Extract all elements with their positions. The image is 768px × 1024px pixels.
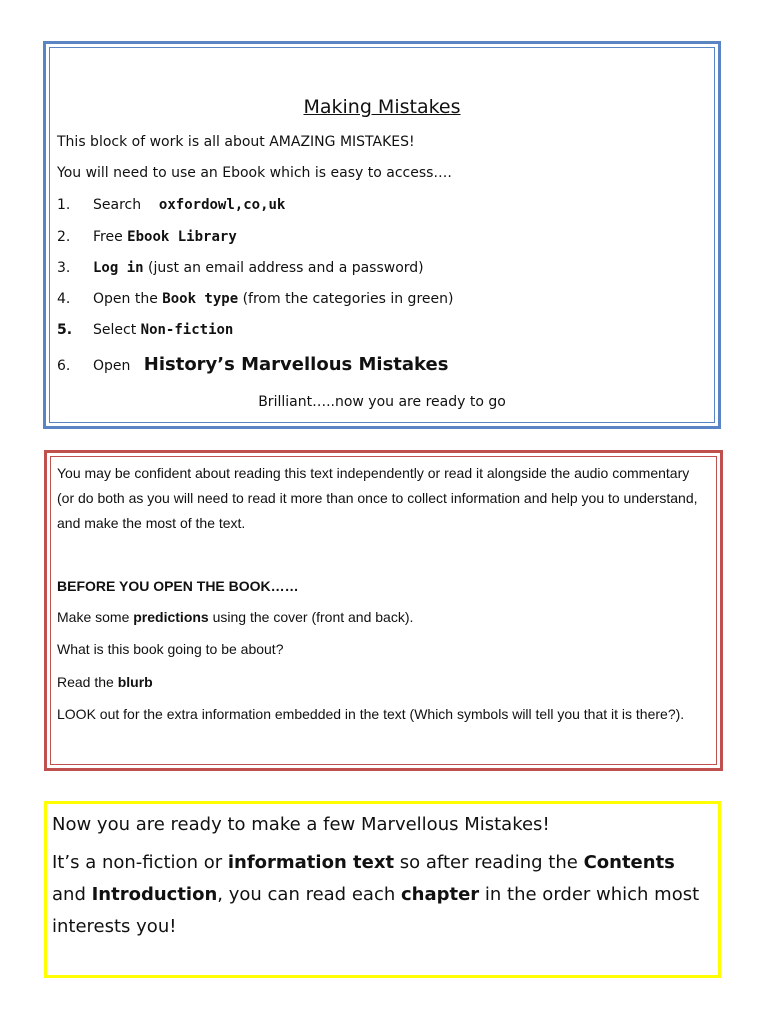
before-heading: BEFORE YOU OPEN THE BOOK…… (57, 578, 299, 594)
intro-line-2: You will need to use an Ebook which is easy to access…. (57, 165, 452, 181)
ready-box (44, 801, 721, 978)
step-6: 6. Open History’s Marvellous Mistakes (57, 354, 449, 375)
step-1: 1. Search oxfordowl,co,uk (57, 197, 286, 213)
reading-order-paragraph: It’s a non-fiction or information text so after reading the Contents and Introduction, you can read each chapter in the order which most interests you! (52, 852, 700, 937)
step-2: 2. Free Ebook Library (57, 229, 237, 245)
intro-line-1: This block of work is all about AMAZING MISTAKES! (57, 134, 415, 150)
book-title: History’s Marvellous Mistakes (143, 354, 449, 375)
question-line: What is this book going to be about? (57, 641, 284, 657)
blurb-line: Read the blurb (57, 674, 153, 690)
step-3: 3. Log in (just an email address and a password) (57, 260, 424, 276)
instructions-inner-border (49, 47, 715, 423)
reading-guidance-inner-border (50, 456, 717, 765)
step-4: 4. Open the Book type (from the categories in green) (57, 291, 454, 307)
ready-line: Brilliant…..now you are ready to go (258, 394, 506, 410)
page-title: Making Mistakes (303, 96, 461, 118)
predictions-line: Make some predictions using the cover (front and back). (57, 609, 414, 625)
step-5: 5. Select Non-fiction (57, 322, 234, 338)
look-out-line: LOOK out for the extra information embedded in the text (Which symbols will tell you that it is there?). (57, 706, 685, 722)
ready-heading: Now you are ready to make a few Marvellous Mistakes! (52, 814, 550, 835)
step-1-site: oxfordowl,co,uk (158, 197, 286, 213)
guidance-paragraph: You may be confident about reading this text independently or read it alongside the audio commentary (or do both as you will need to read it more than once to collect information and help you to understand, and make the most of the text. (57, 465, 698, 531)
instructions-box (43, 41, 721, 429)
reading-guidance-box (44, 450, 723, 771)
